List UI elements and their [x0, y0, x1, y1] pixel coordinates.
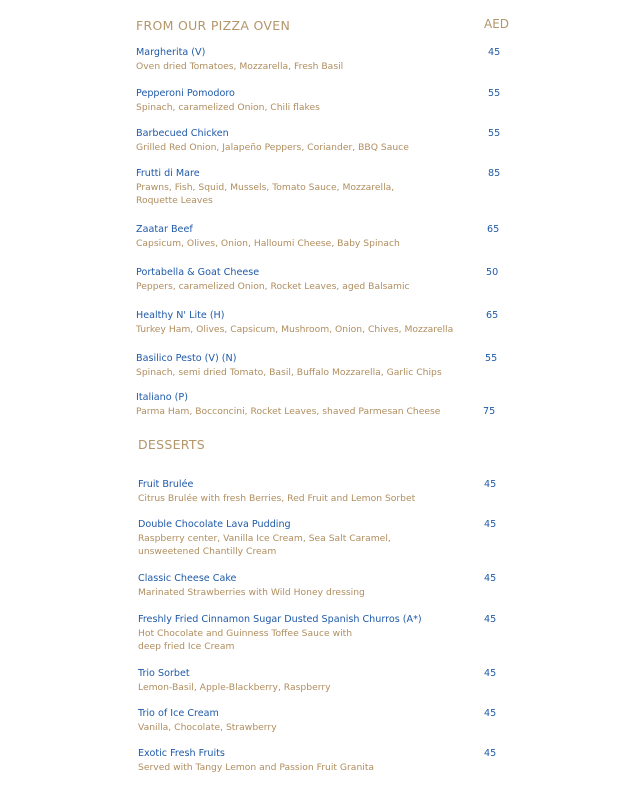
menu-item — [138, 613, 558, 654]
item-description: Parma Ham, Bocconcini, Rocket Leaves, shaved Parmesan Cheese — [136, 405, 441, 417]
item-name: Portabella & Goat Cheese — [136, 267, 260, 278]
item-description: Served with Tangy Lemon and Passion Fruit Granita — [138, 761, 375, 773]
item-description: Citrus Brulée with fresh Berries, Red Fruit and Lemon Sorbet — [138, 492, 416, 504]
item-description: Prawns, Fish, Squid, Mussels, Tomato Sauce, Mozzarella, Roquette Leaves — [136, 181, 395, 206]
item-name: Trio of Ice Cream — [138, 708, 219, 719]
item-price: 45 — [488, 47, 501, 58]
menu-item — [138, 478, 558, 505]
item-description: Marinated Strawberries with Wild Honey dressing — [138, 586, 365, 598]
item-name: Basilico Pesto (V) (N) — [136, 353, 237, 364]
item-name: Italiano (P) — [136, 392, 188, 403]
item-price: 45 — [484, 479, 497, 490]
item-price: 65 — [487, 224, 500, 235]
menu-item — [138, 747, 558, 774]
item-description: Spinach, semi dried Tomato, Basil, Buffalo Mozzarella, Garlic Chips — [136, 366, 442, 378]
item-price: 85 — [488, 168, 501, 179]
menu-item — [136, 127, 556, 154]
item-name: Exotic Fresh Fruits — [138, 748, 225, 759]
menu-item — [136, 223, 556, 250]
menu-item — [136, 352, 556, 379]
item-price: 55 — [488, 88, 501, 99]
menu-item — [138, 707, 558, 734]
item-name: Barbecued Chicken — [136, 128, 229, 139]
item-name: Zaatar Beef — [136, 224, 193, 235]
currency-label: AED — [484, 17, 510, 31]
item-price: 55 — [488, 128, 501, 139]
item-price: 45 — [484, 708, 497, 719]
item-name: Fruit Brulée — [138, 479, 194, 490]
item-price: 55 — [485, 353, 498, 364]
item-description: Raspberry center, Vanilla Ice Cream, Sea Salt Caramel, unsweetened Chantilly Cream — [138, 532, 391, 557]
item-description: Lemon-Basil, Apple-Blackberry, Raspberry — [138, 681, 331, 693]
menu-item — [136, 167, 556, 208]
item-price: 45 — [484, 668, 497, 679]
menu-item — [136, 46, 556, 73]
menu-item — [136, 391, 556, 418]
menu-item — [138, 667, 558, 694]
item-price: 45 — [484, 614, 497, 625]
item-price: 45 — [484, 573, 497, 584]
item-description: Vanilla, Chocolate, Strawberry — [138, 721, 277, 733]
pizza-section-title: FROM OUR PIZZA OVEN — [136, 18, 291, 33]
item-price: 45 — [484, 519, 497, 530]
item-name: Frutti di Mare — [136, 168, 200, 179]
item-name: Pepperoni Pomodoro — [136, 88, 235, 99]
item-price: 45 — [484, 748, 497, 759]
item-price: 50 — [486, 267, 499, 278]
menu-item — [136, 309, 556, 336]
item-description: Capsicum, Olives, Onion, Halloumi Cheese, Baby Spinach — [136, 237, 400, 249]
item-description: Grilled Red Onion, Jalapeño Peppers, Coriander, BBQ Sauce — [136, 141, 409, 153]
item-description: Turkey Ham, Olives, Capsicum, Mushroom, Onion, Chives, Mozzarella — [136, 323, 454, 335]
menu-item — [136, 87, 556, 114]
item-description: Hot Chocolate and Guinness Toffee Sauce with deep fried Ice Cream — [138, 627, 353, 652]
menu-item — [136, 266, 556, 293]
menu-item — [138, 572, 558, 599]
item-name: Freshly Fried Cinnamon Sugar Dusted Spanish Churros (A*) — [138, 614, 422, 625]
item-name: Margherita (V) — [136, 47, 206, 58]
menu-item — [138, 518, 558, 559]
desserts-section-title: DESSERTS — [138, 437, 206, 452]
item-description: Peppers, caramelized Onion, Rocket Leaves, aged Balsamic — [136, 280, 410, 292]
item-price: 65 — [486, 310, 499, 321]
item-name: Healthy N' Lite (H) — [136, 310, 225, 321]
item-name: Trio Sorbet — [138, 668, 190, 679]
item-price: 75 — [483, 406, 496, 417]
item-name: Double Chocolate Lava Pudding — [138, 519, 291, 530]
item-name: Classic Cheese Cake — [138, 573, 237, 584]
item-description: Oven dried Tomatoes, Mozzarella, Fresh Basil — [136, 60, 344, 72]
item-description: Spinach, caramelized Onion, Chili flakes — [136, 101, 320, 113]
